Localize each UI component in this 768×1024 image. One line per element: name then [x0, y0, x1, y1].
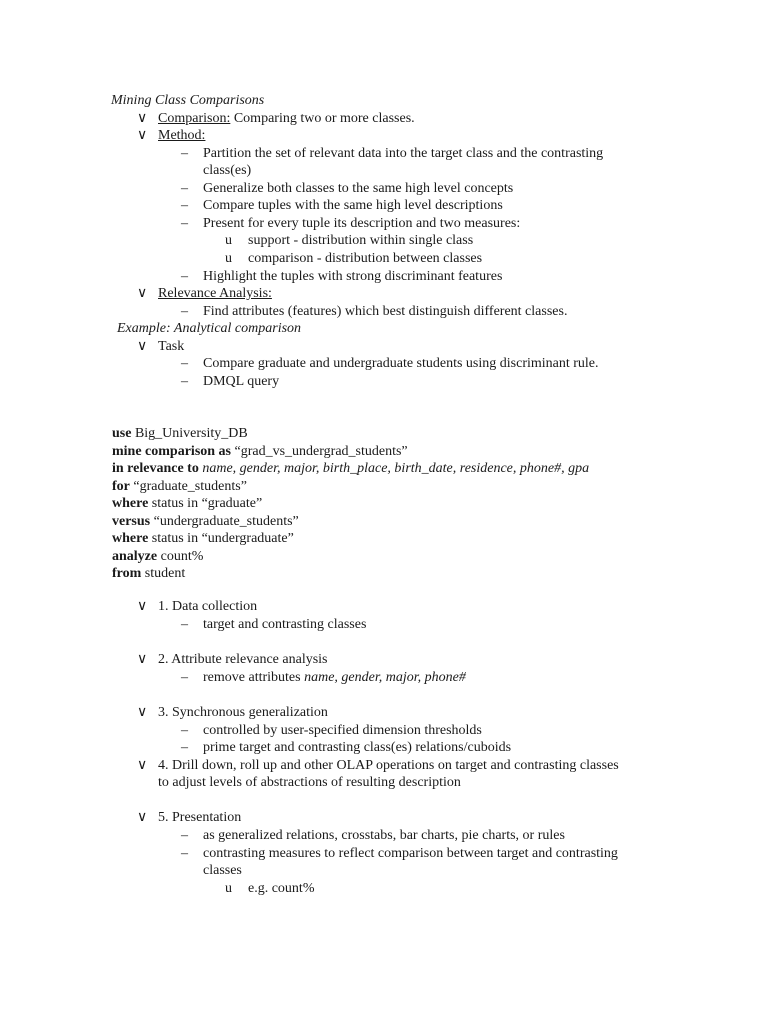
bullet-l1: ∨: [137, 705, 148, 720]
step-4-drill-down: 4. Drill down, roll up and other OLAP operations on target and contrasting classes: [158, 758, 619, 773]
query-value: student: [141, 566, 186, 581]
step-3-synchronous-generalization: 3. Synchronous generalization: [158, 705, 328, 720]
comparison-label: Comparison:: [158, 111, 231, 126]
step-4-drill-down-cont: to adjust levels of abstractions of resulting description: [158, 775, 461, 790]
query-keyword: where: [112, 531, 149, 546]
bullet-l1: ∨: [137, 286, 148, 301]
step-5-sub-generalized: as generalized relations, crosstabs, bar charts, pie charts, or rules: [203, 828, 565, 843]
query-value: “grad_vs_undergrad_students”: [231, 444, 408, 459]
step-2-sub-text: remove attributes: [203, 670, 305, 685]
bullet-l2: –: [181, 670, 188, 685]
measure-support: support - distribution within single class: [248, 233, 474, 248]
step-2-sub: [203, 669, 466, 687]
comparison-text: Comparing two or more classes.: [230, 111, 415, 126]
bullet-l2: –: [181, 356, 188, 371]
method-label: Method:: [158, 128, 206, 143]
step-2-attribute-relevance: 2. Attribute relevance analysis: [158, 652, 328, 667]
method-item-partition: Partition the set of relevant data into the target class and the contrasting: [203, 146, 604, 161]
section-heading-mining: Mining Class Comparisons: [111, 93, 265, 108]
bullet-l2: –: [181, 374, 188, 389]
task-label: Task: [158, 339, 185, 354]
bullet-l1: ∨: [137, 652, 148, 667]
bullet-l2: –: [181, 740, 188, 755]
query-keyword: where: [112, 496, 149, 511]
step-1-data-collection: 1. Data collection: [158, 599, 258, 614]
bullet-l2: –: [181, 146, 188, 161]
relevance-item: Find attributes (features) which best distinguish different classes.: [203, 304, 568, 319]
bullet-l2: –: [181, 846, 188, 861]
step-1-sub: target and contrasting classes: [203, 617, 367, 632]
bullet-l1: ∨: [137, 599, 148, 614]
query-line-relevance: [112, 460, 589, 478]
step-5-presentation: 5. Presentation: [158, 810, 242, 825]
query-value: Big_University_DB: [131, 426, 248, 441]
query-keyword: for: [112, 479, 130, 494]
query-line-from: [112, 565, 185, 583]
query-line-where-undergraduate: [112, 530, 294, 548]
query-value: “graduate_students”: [129, 479, 247, 494]
query-keyword: analyze: [112, 549, 158, 564]
step-2-sub-attributes: name, gender, major, phone#: [304, 670, 466, 685]
bullet-l1: ∨: [137, 128, 148, 143]
bullet-l1: ∨: [137, 810, 148, 825]
query-line-mine: [112, 443, 408, 461]
method-item-partition-cont: class(es): [203, 163, 252, 178]
bullet-l2: –: [181, 216, 188, 231]
bullet-l2: –: [181, 617, 188, 632]
query-value: name, gender, major, birth_place, birth_date, residence, phone#, gpa: [198, 461, 590, 476]
query-line-use: [112, 425, 248, 443]
step-3-sub-prime: prime target and contrasting class(es) relations/cuboids: [203, 740, 512, 755]
query-value: “undergraduate_students”: [150, 514, 299, 529]
query-keyword: from: [112, 566, 142, 581]
measure-comparison: comparison - distribution between classes: [248, 251, 483, 266]
section-heading-example: Example: Analytical comparison: [117, 321, 302, 336]
bullet-l1: ∨: [137, 758, 148, 773]
relevance-label: Relevance Analysis:: [158, 286, 272, 301]
bullet-l1: ∨: [137, 339, 148, 354]
query-value: count%: [157, 549, 204, 564]
bullet-l2: –: [181, 723, 188, 738]
bullet-l2: –: [181, 304, 188, 319]
task-item-dmql: DMQL query: [203, 374, 280, 389]
query-keyword: use: [112, 426, 132, 441]
method-item-compare: Compare tuples with the same high level descriptions: [203, 198, 503, 213]
bullet-l2: –: [181, 181, 188, 196]
query-value: status in “graduate”: [148, 496, 263, 511]
method-item-present: Present for every tuple its description and two measures:: [203, 216, 521, 231]
bullet-l3: u: [225, 881, 232, 896]
bullet-l2: –: [181, 269, 188, 284]
query-line-versus: [112, 513, 299, 531]
step-5-sub-contrasting-cont: classes: [203, 863, 242, 878]
task-item-compare: Compare graduate and undergraduate students using discriminant rule.: [203, 356, 599, 371]
bullet-l2: –: [181, 828, 188, 843]
bullet-l3: u: [225, 251, 232, 266]
query-line-for: [112, 478, 247, 496]
step-5-sub-contrasting: contrasting measures to reflect comparison between target and contrasting: [203, 846, 618, 861]
query-keyword: mine comparison as: [112, 444, 231, 459]
query-keyword: versus: [112, 514, 151, 529]
step-3-sub-controlled: controlled by user-specified dimension thresholds: [203, 723, 482, 738]
query-line-where-graduate: [112, 495, 262, 513]
method-item-highlight: Highlight the tuples with strong discriminant features: [203, 269, 503, 284]
query-value: status in “undergraduate”: [148, 531, 294, 546]
method-item-generalize: Generalize both classes to the same high level concepts: [203, 181, 514, 196]
bullet-l2: –: [181, 198, 188, 213]
query-keyword: in relevance to: [112, 461, 199, 476]
step-5-example: e.g. count%: [248, 881, 315, 896]
bullet-l3: u: [225, 233, 232, 248]
query-line-analyze: [112, 548, 203, 566]
bullet-l1: ∨: [137, 111, 148, 126]
comparison-item: [158, 110, 415, 128]
